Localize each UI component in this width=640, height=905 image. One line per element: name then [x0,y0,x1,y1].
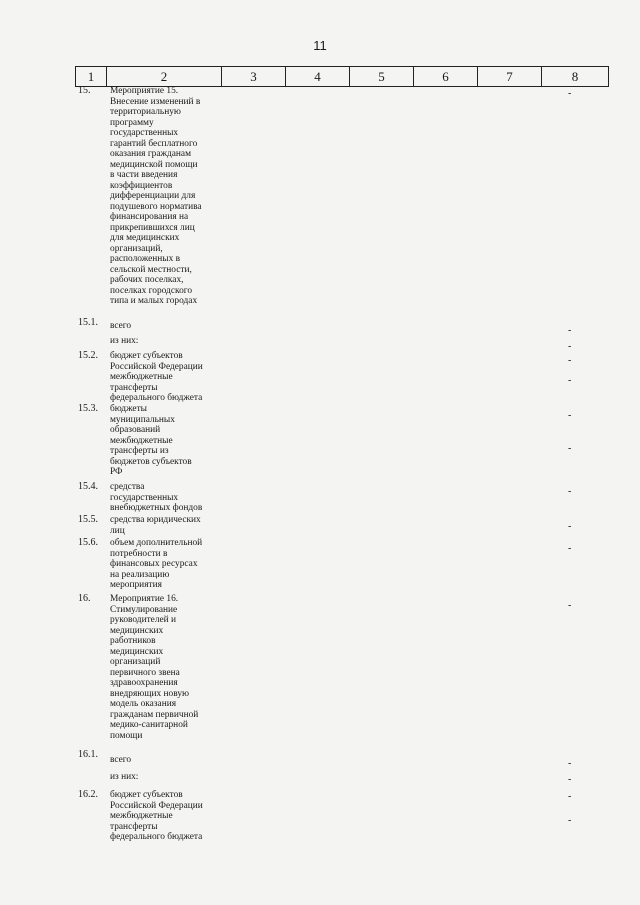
row-value-dash: - [568,521,572,532]
column-header-8: 8 [542,67,609,87]
row-number: 15.2. [78,350,98,361]
row-value-dash: - [568,486,572,497]
column-header-row [75,66,609,87]
row-number: 15.1. [78,317,98,328]
row-description: всего [110,321,132,331]
row-value-dash: - [568,355,572,366]
row-number: 15.3. [78,403,98,414]
column-header-6: 6 [414,67,478,87]
row-description: средства юридических лиц [110,515,201,536]
row-value-dash-2: - [568,375,572,386]
column-header-5: 5 [350,67,414,87]
column-header-2: 2 [107,67,222,87]
row-number: 16. [78,593,91,604]
row-description: средства государственных внебюджетных фондов [110,482,203,513]
row-description: бюджет субъектов Российской Федерации межбюджетные трансферты федерального бюджета [110,790,203,842]
row-description: из них: [110,772,139,782]
row-value-dash: - [568,758,572,769]
row-value-dash: - [568,543,572,554]
column-header-7: 7 [478,67,542,87]
row-value-dash: - [568,410,572,421]
row-number: 16.1. [78,749,98,760]
row-value-dash: - [568,600,572,611]
column-header-4: 4 [286,67,350,87]
row-value-dash-2: - [568,443,572,454]
row-value-dash: - [568,341,572,352]
row-value-dash: - [568,774,572,785]
row-number: 15. [78,85,91,96]
row-description: из них: [110,336,139,346]
row-number: 15.6. [78,537,98,548]
column-header-1: 1 [76,67,107,87]
row-description: объем дополнительной потребности в финансовых ресурсах на реализацию мероприятия [110,538,203,590]
row-description: бюджет субъектов Российской Федерации межбюджетные трансферты федерального бюджета [110,351,203,403]
row-number: 16.2. [78,789,98,800]
page-number: 11 [313,38,327,53]
row-description: Мероприятие 15. Внесение изменений в территориальную программу государственных гарантий бесплатного оказания гражданам медицинской помощи в части введения коэффициентов дифференциации для подушевого норматива финансирования на прикрепившихся лиц для медицинских организаций, расположенных в сельской местности, рабочих поселках, поселках городского типа и малых городах [110,86,202,306]
row-value-dash: - [568,791,572,802]
row-description: бюджеты муниципальных образований межбюджетные трансферты из бюджетов субъектов РФ [110,404,192,477]
row-number: 15.5. [78,514,98,525]
column-header-3: 3 [222,67,286,87]
row-description: Мероприятие 16. Стимулирование руководителей и медицинских работников медицинских организаций первичного звена здравоохранения внедряющих новую модель оказания гражданам первичной медико-санитарной помощи [110,594,199,741]
row-value-dash-2: - [568,815,572,826]
row-value-dash: - [568,325,572,336]
row-number: 15.4. [78,481,98,492]
row-value-dash: - [568,88,572,99]
row-description: всего [110,755,132,765]
